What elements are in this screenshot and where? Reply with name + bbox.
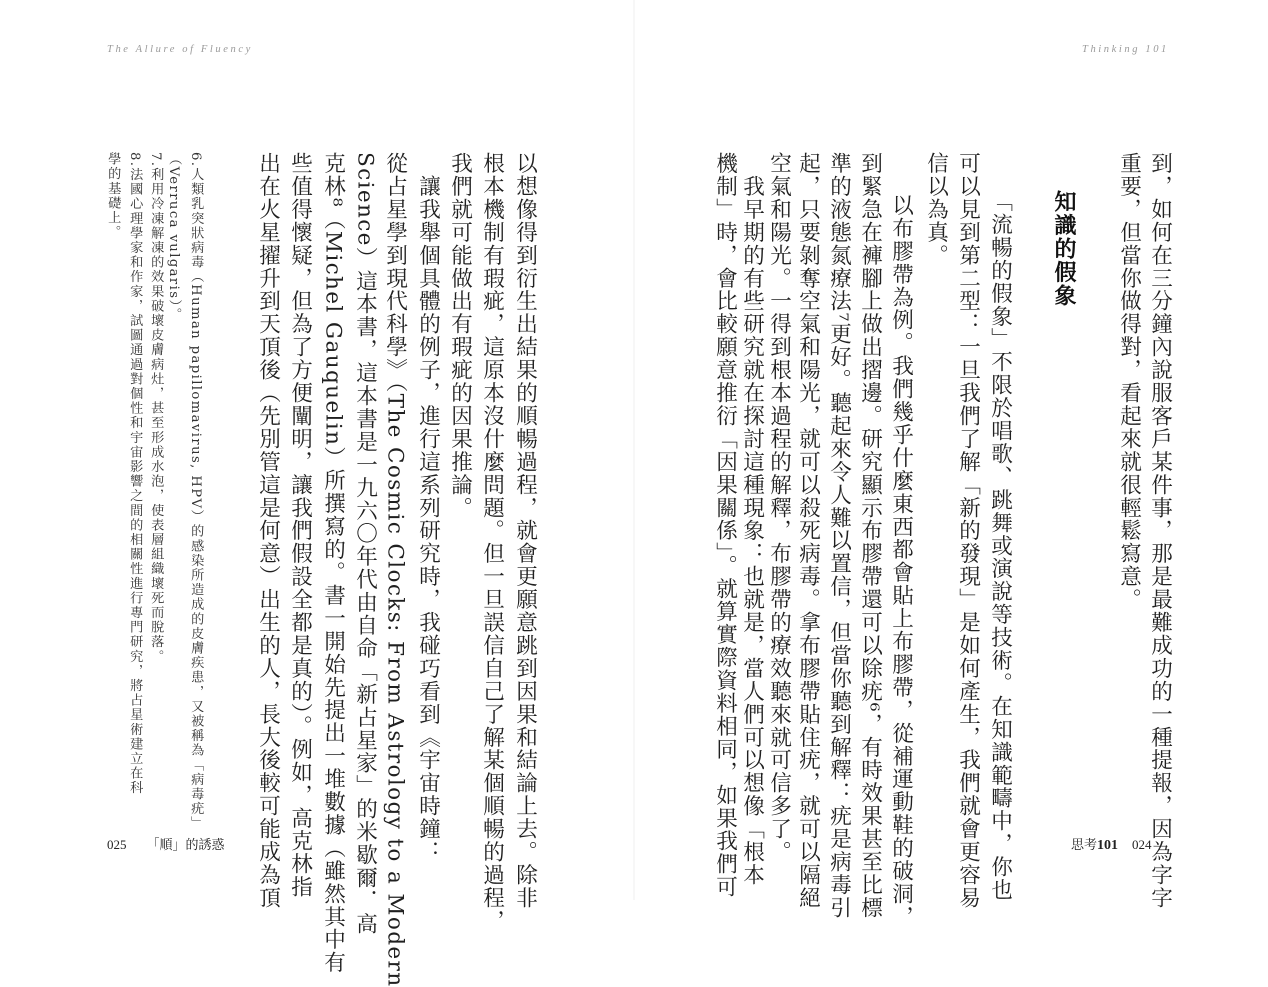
footnote-8: 8.法國心理學家和作家，試圖通過對個性和宇宙影響之間的相關性進行專門研究，將占星術建立在科 <box>127 152 143 796</box>
body-column: 到緊急在褲腳上做出摺邊。研究顯示布膠帶還可以除疣⁶，有時效果甚至比標 <box>857 152 883 920</box>
body-column: 克林⁸（Michel Gauquelin）所撰寫的。書一開始先提出一堆數據（雖然其中有 <box>320 152 346 975</box>
footnote-6-continued: （Verruca vulgaris）。 <box>166 152 182 323</box>
folio-left <box>107 834 225 853</box>
body-column: 以想像得到衍生出結果的順暢過程，就會更願意跳到因果和結論上去。除非 <box>512 152 538 910</box>
right-page <box>634 0 1268 929</box>
body-column: 從占星學到現代科學》（The Cosmic Clocks: From Astrology to a Modern <box>382 152 408 987</box>
footnote-8-continued: 學的基礎上。 <box>105 152 121 240</box>
footnote-6: 6.人類乳突狀病毒（Human papillomavirus, HPV）的感染所造成的皮膚疾患，又被稱為「病毒疣」 <box>188 152 204 831</box>
running-head-right: Thinking 101 <box>1082 44 1169 55</box>
body-column: 準的液態氮療法⁷更好。聽起來令人難以置信，但當你聽到解釋：疣是病毒引 <box>826 152 852 920</box>
body-column: Science）這本書，這本書是一九六〇年代由自命「新占星家」的米歇爾．高 <box>352 152 378 936</box>
body-column: 信以為真。 <box>923 152 949 267</box>
footnote-7: 7.利用冷凍解凍的效果破壞皮膚病灶，甚至形成水泡，使表層組織壞死而脫落。 <box>148 152 164 664</box>
body-column: 重要，但當你做得對，看起來就很輕鬆寫意。 <box>1116 152 1142 611</box>
body-column: 根本機制有瑕疵，這原本沒什麼問題。但一旦誤信自己了解某個順暢的過程， <box>479 152 505 933</box>
body-column: 起，只要剝奪空氣和陽光，就可以殺死病毒。拿布膠帶貼住疣，就可以隔絕 <box>795 152 821 910</box>
folio-right <box>1071 834 1152 854</box>
book-title-cn: 思考 <box>1071 837 1098 852</box>
book-title-num: 101 <box>1097 838 1119 853</box>
running-head-left: The Allure of Fluency <box>107 44 253 55</box>
book-title <box>1071 837 1118 852</box>
body-column: 讓我舉個具體的例子，進行這系列研究時，我碰巧看到《宇宙時鐘： <box>415 152 441 864</box>
chapter-title: 「順」的誘惑 <box>146 837 225 852</box>
body-column: 機制」時，會比較願意推衍「因果關係」。就算實際資料相同，如果我們可 <box>712 152 738 899</box>
body-column: 我們就可能做出有瑕疵的因果推論。 <box>447 152 473 520</box>
page-number: 024 <box>1132 837 1152 852</box>
body-column: 出在火星擢升到天頂後（先別管這是何意）出生的人，長大後較可能成為頂 <box>255 152 281 910</box>
section-heading: 知識的假象 <box>1051 190 1077 308</box>
body-column: 空氣和陽光。一得到根本過程的解釋，布膠帶的療效聽來就可信多了。 <box>766 152 792 864</box>
page-number: 025 <box>107 837 127 852</box>
body-column: 「流暢的假象」不限於唱歌、跳舞或演說等技術。在知識範疇中，你也 <box>987 190 1013 902</box>
body-column: 些值得懷疑，但為了方便闡明，讓我們假設全都是真的）。例如，高克林指 <box>287 152 313 899</box>
body-column: 到，如何在三分鐘內說服客戶某件事，那是最難成功的一種提報，因為字字 <box>1147 152 1173 910</box>
body-column: 以布膠帶為例。我們幾乎什麼東西都會貼上布膠帶，從補運動鞋的破洞， <box>888 171 914 929</box>
body-column: 我早期的有些研究就在探討這種現象：也就是，當人們可以想像「根本 <box>739 152 765 887</box>
body-column: 可以見到第二型：一旦我們了解「新的發現」是如何產生，我們就會更容易 <box>955 152 981 910</box>
